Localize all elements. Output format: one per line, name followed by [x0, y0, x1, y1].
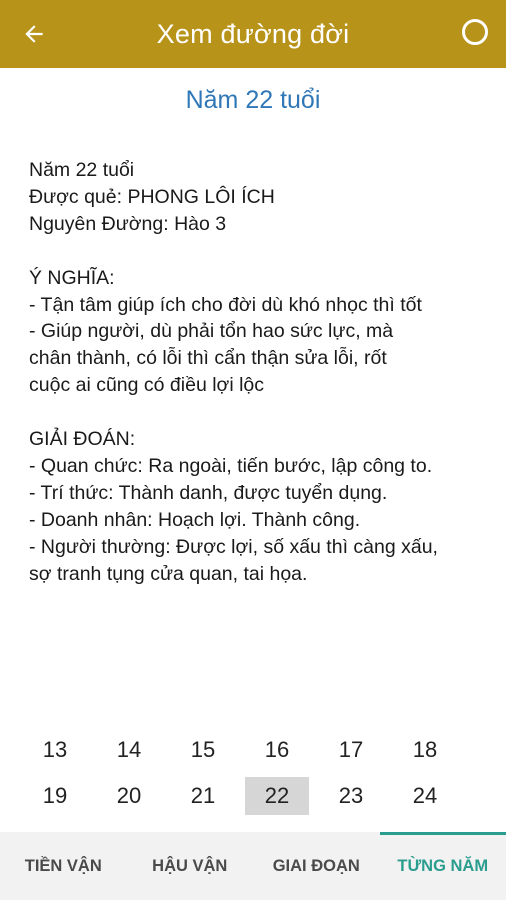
- content-line: - Doanh nhân: Hoạch lợi. Thành công.: [29, 508, 361, 531]
- content-line: - Trí thức: Thành danh, được tuyển dụng.: [29, 481, 388, 504]
- paragraph-gap: [29, 399, 489, 426]
- content-line: Ý NGHĨA:: [29, 266, 115, 289]
- year-item-21[interactable]: 21: [190, 783, 216, 808]
- content-line: Năm 22 tuổi: [29, 159, 135, 181]
- content-line: GIẢI ĐOÁN:: [29, 428, 136, 451]
- year-heading: Năm 22 tuổi: [185, 86, 321, 114]
- app-bar: [0, 0, 506, 68]
- content-line: - Người thường: Được lợi, số xấu thì càng xấu,: [29, 535, 438, 558]
- content-line: - Giúp người, dù phải tổn hao sức lực, mà: [29, 320, 394, 343]
- arrow-left-icon: [21, 21, 47, 47]
- year-item-15[interactable]: 15: [190, 737, 216, 762]
- year-item-24[interactable]: 24: [412, 783, 438, 808]
- year-item-16[interactable]: 16: [264, 737, 290, 762]
- page-title: Xem đường đời: [156, 18, 350, 49]
- year-selector: [18, 731, 492, 815]
- content-line: Được quẻ: PHONG LÔI ÍCH: [29, 185, 275, 208]
- reading-content: [29, 157, 489, 587]
- year-item-19[interactable]: 19: [42, 783, 68, 808]
- content-line: - Quan chức: Ra ngoài, tiến bước, lập công to.: [29, 454, 433, 477]
- year-item-14[interactable]: 14: [116, 737, 142, 762]
- year-item-22[interactable]: 22: [245, 777, 309, 815]
- paragraph-gap: [29, 238, 489, 265]
- circle-icon[interactable]: [462, 19, 488, 45]
- back-button[interactable]: [18, 18, 50, 50]
- content-line: sợ tranh tụng cửa quan, tai họa.: [29, 562, 308, 585]
- bottom-tab-bar: [0, 832, 506, 900]
- year-item-17[interactable]: 17: [338, 737, 364, 762]
- content-line: Nguyên Đường: Hào 3: [29, 212, 227, 235]
- year-item-13[interactable]: 13: [42, 737, 68, 762]
- year-item-18[interactable]: 18: [412, 737, 438, 762]
- content-line: - Tận tâm giúp ích cho đời dù khó nhọc thì tốt: [29, 293, 422, 316]
- tab-4[interactable]: TỪNG NĂM: [380, 832, 506, 900]
- year-item-20[interactable]: 20: [116, 783, 142, 808]
- content-line: chân thành, có lỗi thì cẩn thận sửa lỗi, rốt: [29, 347, 387, 370]
- year-item-23[interactable]: 23: [338, 783, 364, 808]
- tab-3[interactable]: GIAI ĐOẠN: [272, 856, 360, 875]
- tab-1[interactable]: TIỀN VẬN: [24, 856, 102, 875]
- content-line: cuộc ai cũng có điều lợi lộc: [29, 374, 264, 397]
- tab-2[interactable]: HẬU VẬN: [152, 856, 228, 875]
